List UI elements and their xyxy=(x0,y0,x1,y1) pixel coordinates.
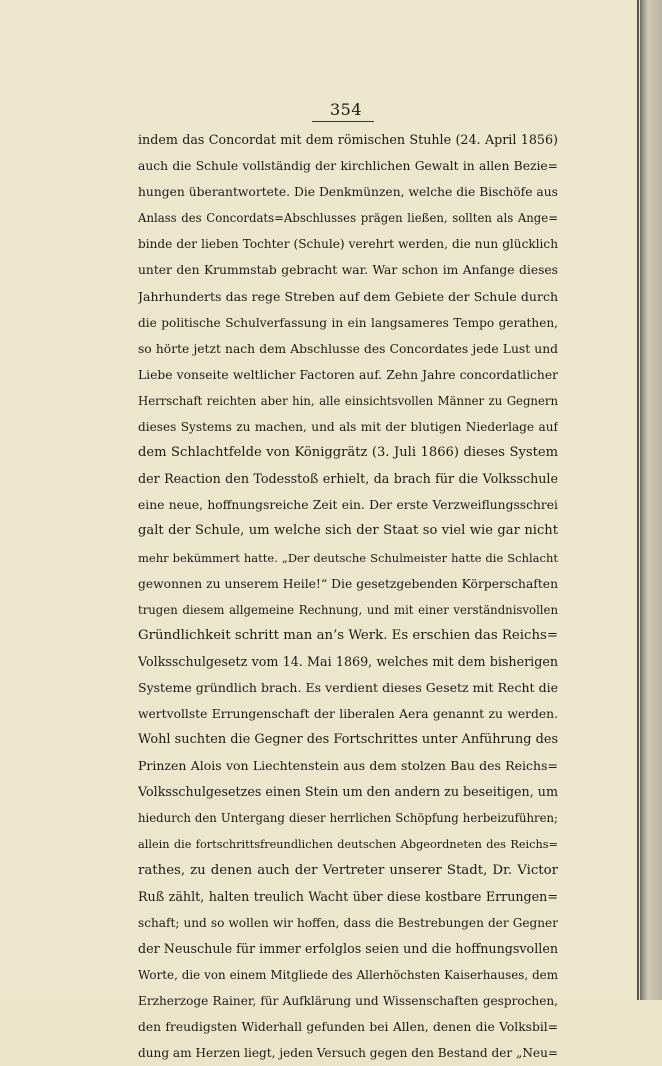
text-line: Volksschulgesetz vom 14. Mai 1869, welches mit dem bisherigen xyxy=(138,653,558,669)
text-line: Volksschulgesetzes einen Stein um den andern zu beseitigen, um xyxy=(138,784,558,800)
text-line: rathes, zu denen auch der Vertreter unserer Stadt, Dr. Victor xyxy=(138,862,558,878)
text-line: Ruß zählt, halten treulich Wacht über diese kostbare Errungen= xyxy=(138,888,558,904)
text-line: so hörte jetzt nach dem Abschlusse des Concordates jede Lust und xyxy=(138,341,558,356)
header-rule xyxy=(312,121,374,122)
text-line: der Neuschule für immer erfolglos seien und die hoffnungsvollen xyxy=(138,940,558,956)
text-line: Liebe vonseite weltlicher Factoren auf. Zehn Jahre concordatlicher xyxy=(138,367,558,382)
text-line: die politische Schulverfassung in ein langsameres Tempo gerathen, xyxy=(138,315,558,330)
text-line: dieses Systems zu machen, und als mit der blutigen Niederlage auf xyxy=(138,420,558,435)
text-line: trugen diesem allgemeine Rechnung, und mit einer verständnisvollen xyxy=(138,602,558,617)
text-line: Worte, die von einem Mitgliede des Allerhöchsten Kaiserhauses, dem xyxy=(138,968,558,982)
text-line: der Reaction den Todesstoß erhielt, da brach für die Volksschule xyxy=(138,471,558,487)
page-gutter-shadow xyxy=(640,0,662,1000)
text-line: hiedurch den Untergang dieser herrlichen Schöpfung herbeizuführen; xyxy=(138,811,558,826)
text-line: Wohl suchten die Gegner des Fortschrittes unter Anführung des xyxy=(138,732,558,748)
text-line: Erzherzoge Rainer, für Aufklärung und Wissenschaften gesprochen, xyxy=(138,994,558,1009)
text-line: Jahrhunderts das rege Streben auf dem Gebiete der Schule durch xyxy=(138,288,558,304)
text-line: wertvollste Errungenschaft der liberalen Aera genannt zu werden. xyxy=(138,707,558,722)
text-line: Prinzen Alois von Liechtenstein aus dem stolzen Bau des Reichs= xyxy=(138,758,558,774)
text-line: Gründlichkeit schritt man an’s Werk. Es erschien das Reichs= xyxy=(138,627,558,643)
text-line: dem Schlachtfelde von Königgrätz (3. Juli 1866) dieses System xyxy=(138,445,558,461)
body-text xyxy=(138,127,558,1066)
text-line: eine neue, hoffnungsreiche Zeit ein. Der erste Verzweiflungsschrei xyxy=(138,498,558,513)
text-line: auch die Schule vollständig der kirchlichen Gewalt in allen Bezie= xyxy=(138,159,558,174)
text-line: schaft; und so wollen wir hoffen, dass die Bestrebungen der Gegner xyxy=(138,915,558,930)
text-line: dung am Herzen liegt, jeden Versuch gegen den Bestand der „Neu= xyxy=(138,1046,558,1061)
text-line: unter den Krummstab gebracht war. War schon im Anfange dieses xyxy=(138,263,558,278)
page-edge xyxy=(637,0,639,1000)
text-line: den freudigsten Widerhall gefunden bei Allen, denen die Volksbil= xyxy=(138,1020,558,1035)
text-line: Anlass des Concordats=Abschlusses prägen ließen, sollten als Ange= xyxy=(138,211,558,226)
text-line: galt der Schule, um welche sich der Staat so viel wie gar nicht xyxy=(138,523,558,539)
text-line: allein die fortschrittsfreundlichen deutschen Abgeordneten des Reichs= xyxy=(138,837,558,851)
page-number xyxy=(0,100,662,119)
text-line: Herrschaft reichten aber hin, alle einsichtsvollen Männer zu Gegnern xyxy=(138,393,558,408)
text-line: gewonnen zu unserem Heile!“ Die gesetzgebenden Körperschaften xyxy=(138,576,558,591)
text-line: mehr bekümmert hatte. „Der deutsche Schulmeister hatte die Schlacht xyxy=(138,550,558,565)
page-number-text: 354 xyxy=(329,100,363,119)
text-line: binde der lieben Tochter (Schule) verehrt werden, die nun glücklich xyxy=(138,237,558,252)
text-line: Systeme gründlich brach. Es verdient dieses Gesetz mit Recht die xyxy=(138,679,558,695)
text-line: indem das Concordat mit dem römischen Stuhle (24. April 1856) xyxy=(138,132,558,147)
text-line: hungen überantwortete. Die Denkmünzen, welche die Bischöfe aus xyxy=(138,185,558,200)
